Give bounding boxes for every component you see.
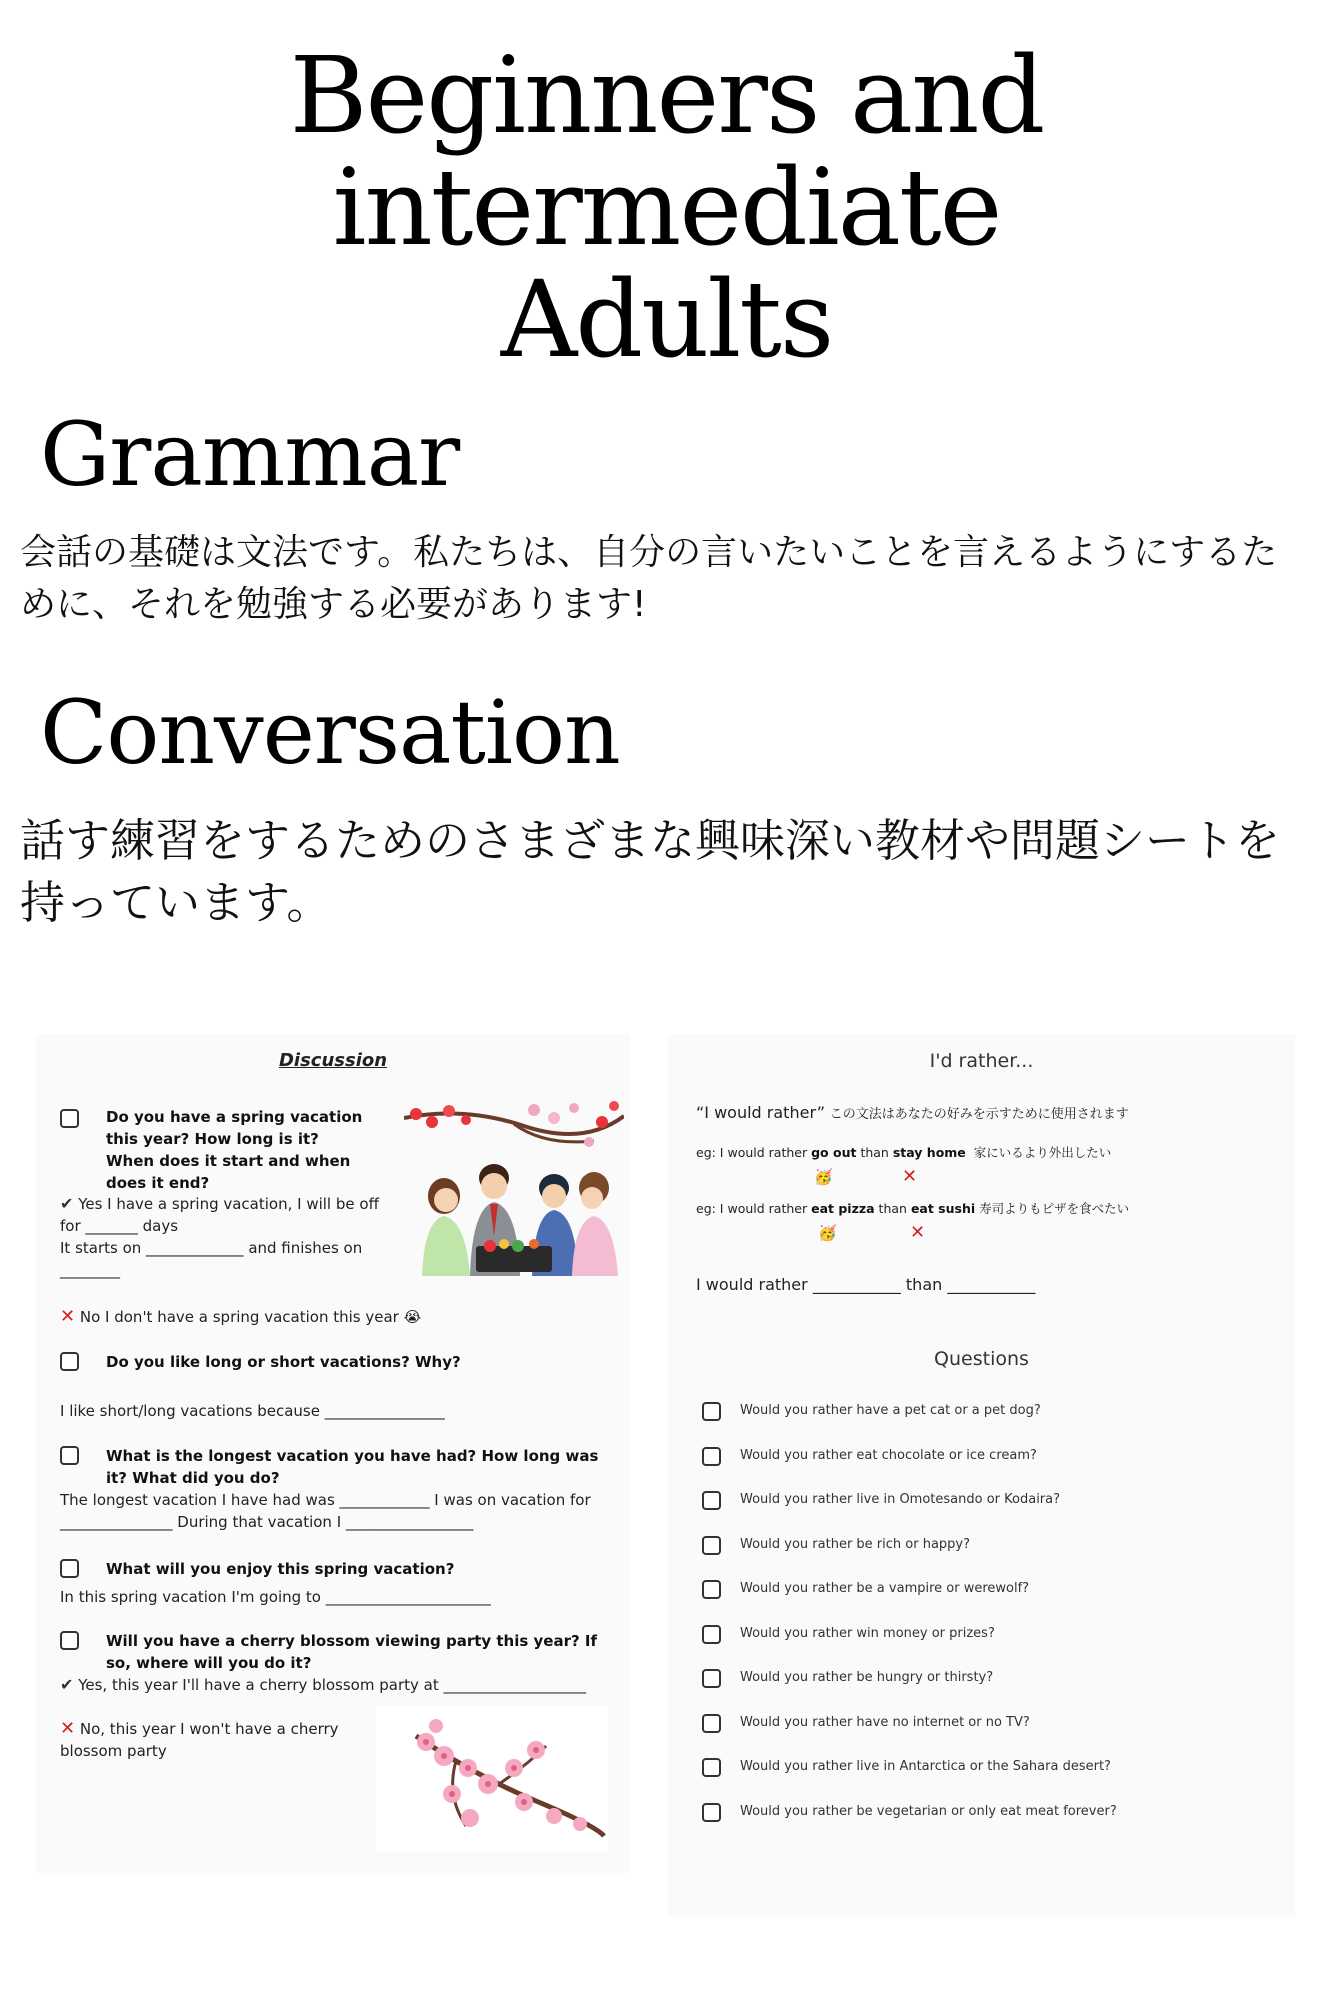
question-text: Would you rather be rich or happy? — [740, 1537, 971, 1552]
example-2-prefix: eg: I would rather — [696, 1201, 808, 1216]
a1-yes-text-1: Yes I have a spring vacation, I will be off — [78, 1195, 379, 1213]
cross-icon: ✕ — [60, 1718, 76, 1739]
question-item[interactable] — [702, 1803, 1282, 1827]
question-checkbox[interactable] — [702, 1402, 721, 1421]
people-group — [422, 1164, 618, 1276]
q5-text: Will you have a cherry blossom viewing party this year? If so, where will you do it? — [106, 1632, 598, 1672]
cross-icon: ✕ — [60, 1306, 76, 1327]
example-2 — [696, 1198, 1286, 1220]
question-checkbox[interactable] — [702, 1714, 721, 1733]
q3-checkbox[interactable] — [60, 1446, 79, 1465]
id-rather-worksheet — [668, 1034, 1295, 1917]
conversation-heading: Conversation — [40, 681, 620, 784]
main-title — [0, 34, 1333, 381]
question-item[interactable] — [702, 1402, 1282, 1426]
example-1-than: than — [860, 1145, 889, 1160]
question-item[interactable] — [702, 1714, 1282, 1738]
example-1-party-emoji: 🥳 — [814, 1168, 833, 1186]
sakura-branch-top — [404, 1101, 624, 1147]
example-1-jp: 家にいるより外出したい — [973, 1145, 1112, 1160]
question-text: Would you rather be hungry or thirsty? — [740, 1670, 994, 1685]
questions-title: Questions — [934, 1348, 1029, 1370]
example-2-choice-a: eat pizza — [811, 1201, 875, 1216]
a2-text: I like short/long vacations because ________________ — [60, 1402, 445, 1420]
example-1-choice-b: stay home — [892, 1145, 966, 1160]
checkmark-icon: ✔ — [60, 1675, 74, 1694]
title-line-1: Beginners and — [289, 34, 1044, 157]
a5-yes-line — [60, 1674, 620, 1696]
rather-intro-jp: この文法はあなたの好みを示すために使用されます — [829, 1107, 1129, 1122]
a1-no-line — [60, 1306, 421, 1328]
q1-text: Do you have a spring vacation this year? How long is it? When does it start and when does it end? — [106, 1108, 363, 1192]
checkmark-icon: ✔ — [60, 1194, 74, 1213]
example-1-cross-icon: ✕ — [902, 1166, 918, 1187]
question-item[interactable] — [702, 1536, 1282, 1560]
example-2-than: than — [878, 1201, 907, 1216]
question-checkbox[interactable] — [702, 1803, 721, 1822]
question-checkbox[interactable] — [702, 1491, 721, 1510]
grammar-heading: Grammar — [40, 403, 460, 506]
example-1 — [696, 1142, 1286, 1164]
question-text: Would you rather live in Antarctica or the Sahara desert? — [740, 1759, 1111, 1774]
question-text: Would you rather eat chocolate or ice cream? — [740, 1448, 1037, 1463]
discussion-worksheet — [36, 1034, 630, 1873]
question-item[interactable] — [702, 1447, 1282, 1471]
q5-checkbox[interactable] — [60, 1631, 79, 1650]
a5-no-line — [60, 1718, 350, 1762]
question-item[interactable] — [702, 1669, 1282, 1693]
title-line-3: Adults — [500, 258, 833, 381]
example-2-jp: 寿司よりもピザを食べたい — [979, 1201, 1130, 1216]
question-checkbox[interactable] — [702, 1580, 721, 1599]
rather-fill-line: I would rather ___________ than ___________ — [696, 1275, 1036, 1294]
question-checkbox[interactable] — [702, 1536, 721, 1555]
a5-yes-text: Yes, this year I'll have a cherry blossom party at ___________________ — [78, 1676, 586, 1694]
example-2-choice-b: eat sushi — [910, 1201, 976, 1216]
a5-no-text: No, this year I won't have a cherry blossom party — [60, 1720, 339, 1760]
q3-text: What is the longest vacation you have had? How long was it? What did you do? — [106, 1447, 599, 1487]
sakura-illustration — [376, 1706, 608, 1852]
q2-text: Do you like long or short vacations? Why? — [106, 1353, 461, 1371]
q4-text: What will you enjoy this spring vacation? — [106, 1560, 455, 1578]
a4-text: In this spring vacation I'm going to ______________________ — [60, 1588, 491, 1606]
a1-yes-line-1 — [60, 1193, 390, 1215]
question-text: Would you rather have a pet cat or a pet dog? — [740, 1403, 1041, 1418]
conversation-text: 話す練習をするためのさまざまな興味深い教材や問題シートを持っています。 — [20, 814, 1281, 929]
rather-title: I'd rather... — [929, 1050, 1034, 1072]
question-text: Would you rather win money or prizes? — [740, 1626, 995, 1641]
question-item[interactable] — [702, 1491, 1282, 1515]
question-item[interactable] — [702, 1580, 1282, 1604]
title-line-2: intermediate — [332, 146, 1001, 269]
example-2-party-emoji: 🥳 — [818, 1224, 837, 1242]
crying-emoji-icon: 😭 — [403, 1308, 422, 1326]
q1-checkbox[interactable] — [60, 1109, 79, 1128]
grammar-text: 会話の基礎は文法です。私たちは、自分の言いたいことを言えるようにするために、それを勉強する必要があります! — [20, 532, 1278, 625]
rather-intro — [696, 1102, 1286, 1126]
question-checkbox[interactable] — [702, 1669, 721, 1688]
question-text: Would you rather have no internet or no TV? — [740, 1715, 1030, 1730]
a1-no-text: No I don't have a spring vacation this year — [79, 1308, 399, 1326]
discussion-title: Discussion — [278, 1050, 388, 1071]
party-illustration — [404, 1096, 624, 1278]
q2-checkbox[interactable] — [60, 1352, 79, 1371]
question-item[interactable] — [702, 1758, 1282, 1782]
question-item[interactable] — [702, 1625, 1282, 1649]
question-text: Would you rather be vegetarian or only eat meat forever? — [740, 1804, 1117, 1819]
a1-yes-line-2: for _______ days — [60, 1217, 179, 1235]
question-checkbox[interactable] — [702, 1758, 721, 1777]
example-2-cross-icon: ✕ — [910, 1222, 926, 1243]
a3-line-1: The longest vacation I have had was ____________ I was on vacation for — [60, 1491, 591, 1509]
a1-yes-line-3: It starts on _____________ and finishes on — [60, 1239, 363, 1257]
question-text: Would you rather live in Omotesando or Kodaira? — [740, 1492, 1061, 1507]
a3-line-2: _______________ During that vacation I _________________ — [60, 1513, 474, 1531]
question-text: Would you rather be a vampire or werewolf? — [740, 1581, 1030, 1596]
q4-checkbox[interactable] — [60, 1559, 79, 1578]
example-1-choice-a: go out — [811, 1145, 857, 1160]
a1-yes-line-4: ________ — [60, 1261, 120, 1279]
question-checkbox[interactable] — [702, 1625, 721, 1644]
example-1-prefix: eg: I would rather — [696, 1145, 808, 1160]
question-checkbox[interactable] — [702, 1447, 721, 1466]
rather-intro-quote: “I would rather” — [696, 1103, 825, 1122]
